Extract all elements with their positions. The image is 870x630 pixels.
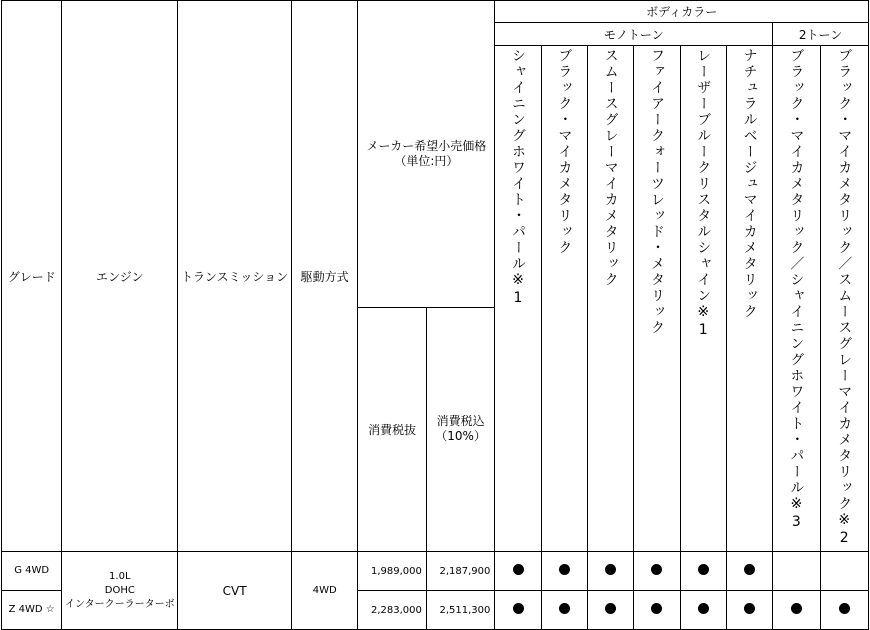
avail-cell bbox=[773, 591, 820, 630]
price-in-cell: 2,187,900 bbox=[426, 552, 494, 591]
header-price-in-tax-label: 消費税込 （10%） bbox=[435, 414, 486, 444]
engine-text: 1.0L DOHC インタークーラーターボ bbox=[64, 570, 175, 610]
color-header-8 bbox=[820, 46, 868, 552]
color-label: シャイニングホワイト・パール※1 bbox=[510, 48, 527, 308]
avail-cell bbox=[587, 552, 633, 591]
availability-dot-icon bbox=[651, 603, 662, 614]
color-header-5 bbox=[680, 46, 726, 552]
avail-cell bbox=[773, 552, 820, 591]
avail-cell bbox=[680, 591, 726, 630]
color-label: ブラック・マイカメタリック／シャイニングホワイト・パール※3 bbox=[788, 48, 805, 532]
color-label: ブラック・マイカメタリック bbox=[556, 48, 573, 256]
availability-dot-icon bbox=[744, 603, 755, 614]
grade-cell: Z 4WD ☆ bbox=[2, 591, 62, 630]
availability-dot-icon bbox=[605, 564, 616, 575]
color-label: ブラック・マイカメタリック／スムースグレーマイカメタリック※2 bbox=[836, 48, 853, 548]
availability-dot-icon bbox=[791, 603, 802, 614]
avail-cell bbox=[634, 552, 680, 591]
header-body-color: ボディカラー bbox=[495, 1, 869, 23]
color-label: スムースグレーマイカメタリック bbox=[602, 48, 619, 288]
table-row bbox=[2, 552, 869, 591]
availability-dot-icon bbox=[839, 603, 850, 614]
transmission-cell: CVT bbox=[178, 552, 292, 630]
color-header-1 bbox=[495, 46, 541, 552]
availability-dot-icon bbox=[559, 564, 570, 575]
avail-cell bbox=[820, 552, 868, 591]
price-ex-cell: 2,283,000 bbox=[358, 591, 426, 630]
availability-dot-icon bbox=[698, 564, 709, 575]
availability-dot-icon bbox=[744, 564, 755, 575]
avail-cell bbox=[495, 591, 541, 630]
header-price-ex-tax: 消費税抜 bbox=[358, 307, 426, 552]
color-label: ナチュラルベージュマイカメタリック bbox=[741, 48, 758, 320]
header-price bbox=[358, 1, 495, 308]
spec-table bbox=[1, 0, 869, 630]
availability-dot-icon bbox=[513, 564, 524, 575]
price-in-cell: 2,511,300 bbox=[426, 591, 494, 630]
color-header-7 bbox=[773, 46, 820, 552]
header-price-label: メーカー希望小売価格 （単位:円） bbox=[366, 138, 487, 168]
price-ex-cell: 1,989,000 bbox=[358, 552, 426, 591]
header-grade: グレード bbox=[2, 1, 62, 552]
color-label: レーザーブルークリスタルシャイン※1 bbox=[695, 48, 712, 340]
availability-dot-icon bbox=[559, 603, 570, 614]
availability-dot-icon bbox=[698, 603, 709, 614]
availability-dot-icon bbox=[651, 564, 662, 575]
avail-cell bbox=[680, 552, 726, 591]
avail-cell bbox=[634, 591, 680, 630]
avail-cell bbox=[726, 552, 772, 591]
header-engine: エンジン bbox=[62, 1, 178, 552]
grade-cell: G 4WD bbox=[2, 552, 62, 591]
header-monotone: モノトーン bbox=[495, 23, 773, 46]
color-header-2 bbox=[541, 46, 587, 552]
avail-cell bbox=[587, 591, 633, 630]
header-twotone: 2トーン bbox=[773, 23, 869, 46]
avail-cell bbox=[726, 591, 772, 630]
header-price-in-tax bbox=[426, 307, 494, 552]
engine-cell bbox=[62, 552, 178, 630]
drive-cell: 4WD bbox=[291, 552, 357, 630]
availability-dot-icon bbox=[513, 603, 524, 614]
avail-cell bbox=[495, 552, 541, 591]
header-drive: 駆動方式 bbox=[291, 1, 357, 552]
color-header-6 bbox=[726, 46, 772, 552]
color-header-4 bbox=[634, 46, 680, 552]
header-transmission: トランスミッション bbox=[178, 1, 292, 552]
avail-cell bbox=[541, 591, 587, 630]
color-label: ファイアークォーツレッド・メタリック bbox=[648, 48, 665, 336]
color-header-3 bbox=[587, 46, 633, 552]
avail-cell bbox=[541, 552, 587, 591]
avail-cell bbox=[820, 591, 868, 630]
availability-dot-icon bbox=[605, 603, 616, 614]
